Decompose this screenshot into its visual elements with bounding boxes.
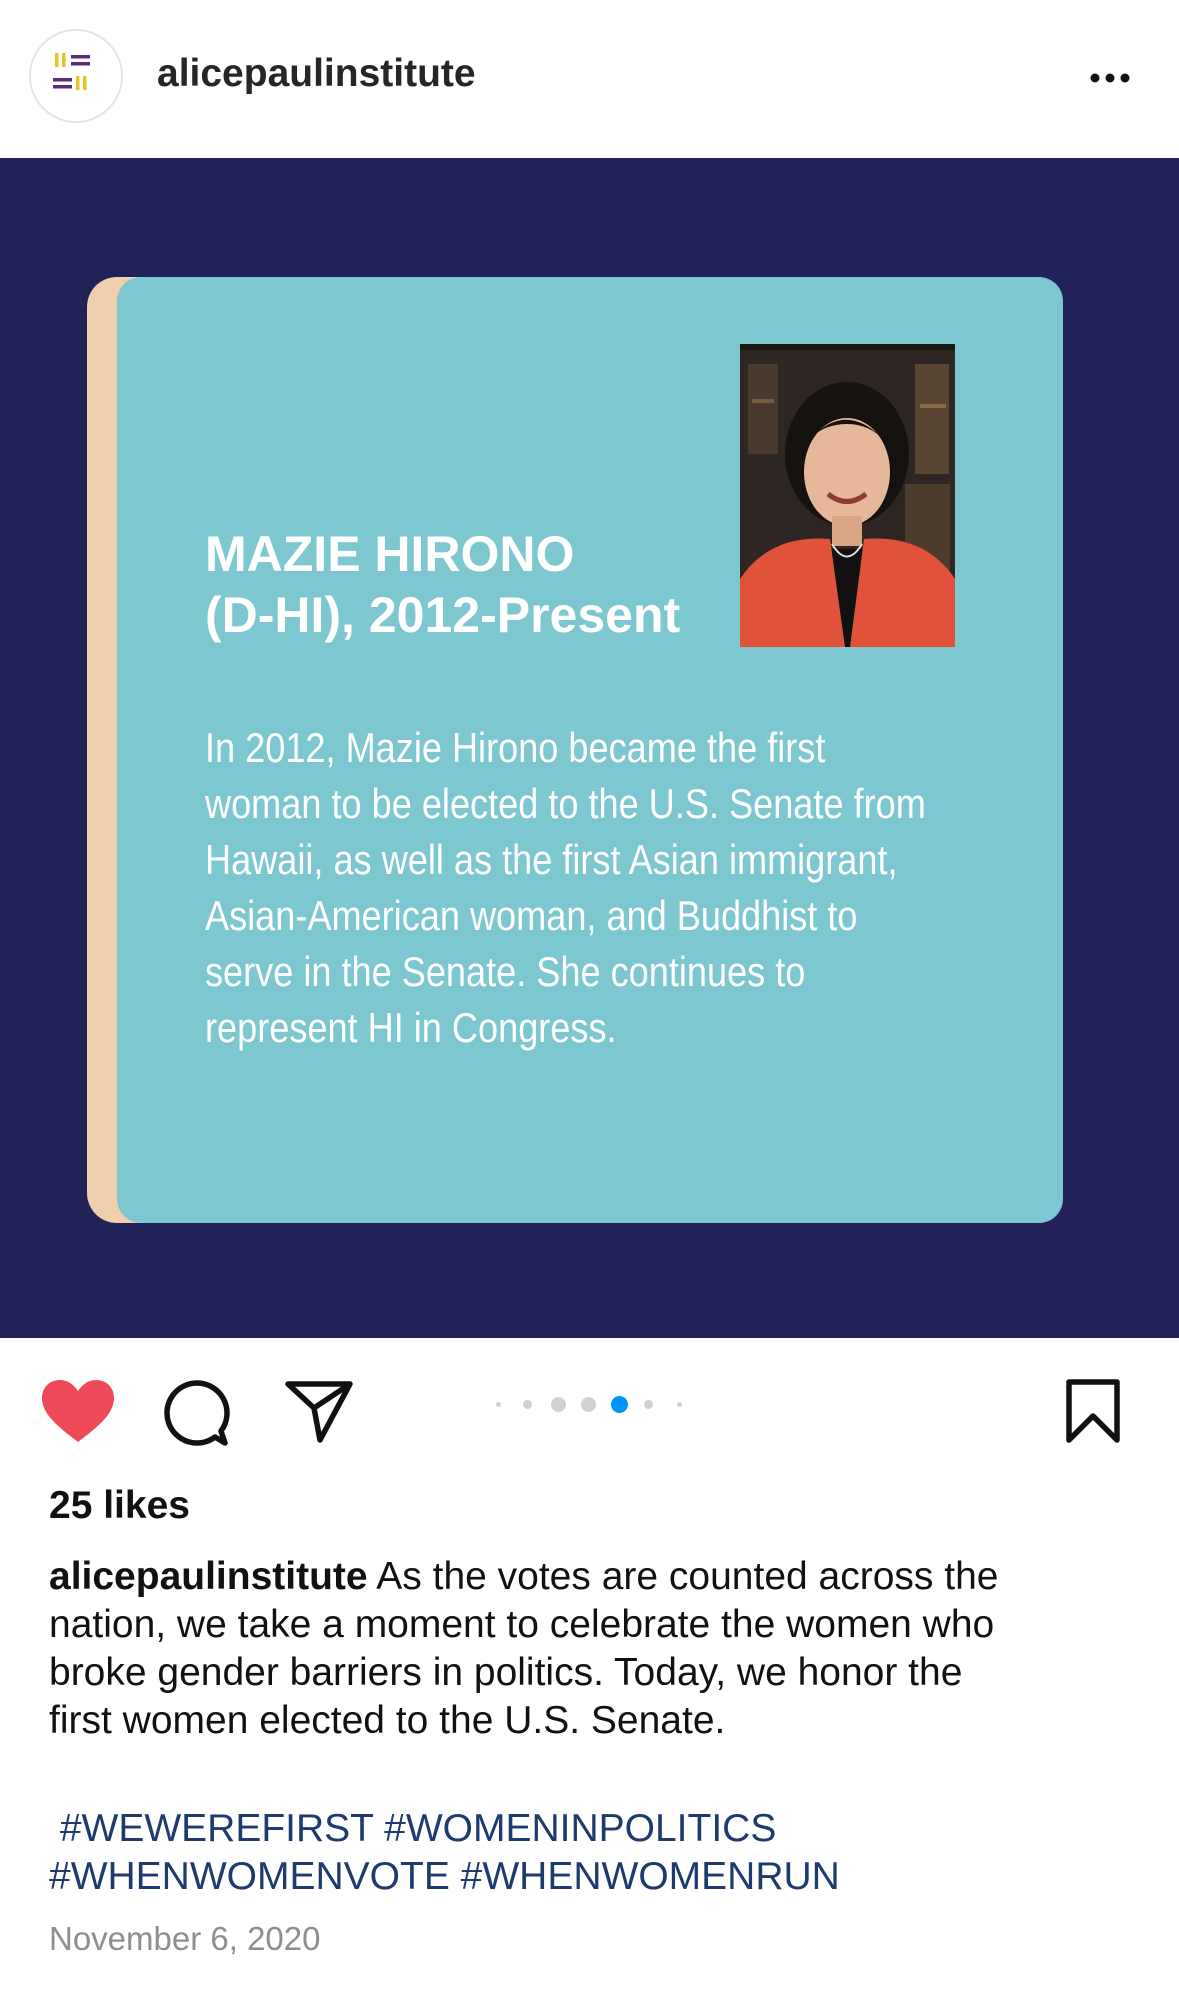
carousel-dot [496,1402,501,1407]
bookmark-icon[interactable] [1064,1378,1122,1449]
bio-line: serve in the Senate. She continues to [205,948,806,995]
bio-line: In 2012, Mazie Hirono became the first [205,724,826,771]
caption-text: As the votes are counted across the [367,1555,999,1598]
senator-portrait-photo [740,344,955,647]
bio-line: Hawaii, as well as the first Asian immigrant, [205,836,898,883]
bio-line: woman to be elected to the U.S. Senate from [205,780,926,827]
slide-term: (D-HI), 2012-Present [205,587,681,643]
more-horizontal-icon[interactable] [1080,60,1140,96]
carousel-dot [644,1400,653,1409]
post-header [0,0,1179,158]
comment-icon[interactable] [163,1379,231,1452]
profile-avatar[interactable] [29,29,123,123]
carousel-indicator [490,1394,690,1414]
carousel-dot [523,1400,532,1409]
post-caption [49,1553,1139,1745]
slide-name: MAZIE HIRONO [205,526,575,582]
hashtag-line[interactable]: #WEWEREFIRST #WOMENINPOLITICS [49,1807,777,1850]
caption-username[interactable]: alicepaulinstitute [49,1555,368,1598]
slide-bio [205,720,1005,1056]
header-username[interactable]: alicepaulinstitute [157,52,476,95]
caption-line: first women elected to the U.S. Senate. [49,1699,726,1742]
hashtag-line[interactable]: #WHENWOMENVOTE #WHENWOMENRUN [49,1855,840,1898]
caption-line [49,1553,1139,1601]
likes-count[interactable]: 25 likes [49,1484,190,1527]
carousel-dot [551,1397,566,1412]
heart-filled-icon[interactable] [40,1378,116,1449]
bio-line: Asian-American woman, and Buddhist to [205,892,858,939]
alice-paul-logo-icon [31,31,121,121]
bio-line: represent HI in Congress. [205,1004,617,1051]
carousel-dot-active [611,1396,628,1413]
send-icon[interactable] [284,1378,354,1449]
carousel-dot [677,1402,682,1407]
hashtags [49,1805,840,1901]
caption-line: nation, we take a moment to celebrate the women who [49,1603,995,1646]
post-date: November 6, 2020 [49,1920,321,1957]
caption-line: broke gender barriers in politics. Today, we honor the [49,1651,963,1694]
carousel-dot [581,1397,596,1412]
